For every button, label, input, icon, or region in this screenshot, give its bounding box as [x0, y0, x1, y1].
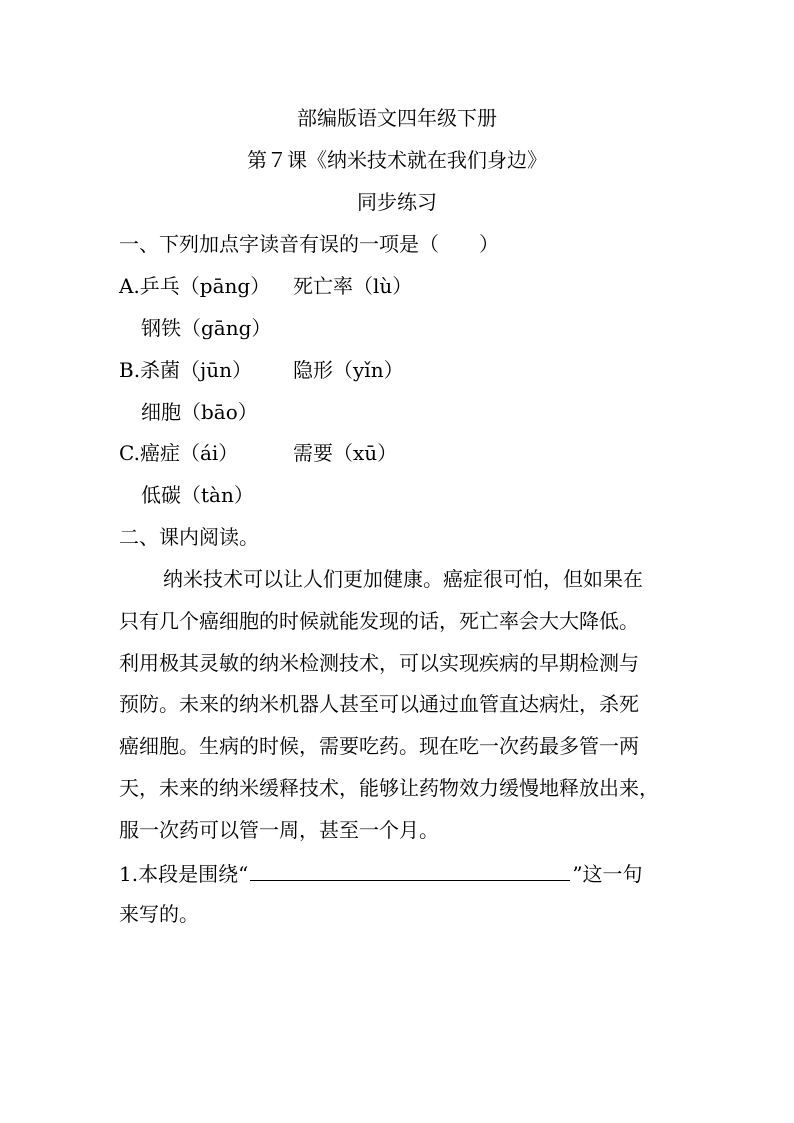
passage-line: 服一次药可以管一周，甚至一个月。: [119, 818, 439, 842]
lesson-title: 第７课《纳米技术就在我们身边》: [247, 148, 547, 172]
option-a-item-1: A.乒乓（pāng）: [119, 274, 271, 298]
question-1-prompt: 一、下列加点字读音有误的一项是（ ）: [119, 232, 499, 256]
option-a-item-2: 死亡率（lù）: [293, 274, 413, 298]
sub-question-1-continued: 来写的。: [119, 902, 199, 926]
sub-question-1: [119, 860, 643, 886]
sub-question-1-suffix: ”这一句: [572, 862, 643, 886]
passage-line: 天，未来的纳米缓释技术，能够让药物效力缓慢地释放出来，: [119, 776, 659, 800]
option-c-item-2: 需要（xū）: [293, 441, 398, 465]
answer-blank[interactable]: [250, 860, 570, 881]
passage-line: 纳米技术可以让人们更加健康。癌症很可怕，但如果在: [163, 567, 643, 591]
option-b-item-1: B.杀菌（jūn）: [119, 358, 253, 382]
option-a-item-3: 钢铁（gāng）: [141, 316, 272, 340]
passage-line: 预防。未来的纳米机器人甚至可以通过血管直达病灶，杀死: [119, 692, 639, 716]
page-title: 部编版语文四年级下册: [297, 106, 497, 130]
option-c-item-3: 低碳（tàn）: [141, 483, 254, 507]
passage-line: 癌细胞。生病的时候，需要吃药。现在吃一次药最多管一两: [119, 734, 639, 758]
passage-line: 只有几个癌细胞的时候就能发现的话，死亡率会大大降低。: [119, 609, 639, 633]
section-2-heading: 二、课内阅读。: [119, 525, 259, 549]
option-c-item-1: C.癌症（ái）: [119, 441, 239, 465]
exercise-title: 同步练习: [357, 190, 437, 214]
passage-line: 利用极其灵敏的纳米检测技术，可以实现疾病的早期检测与: [119, 651, 639, 675]
option-b-item-2: 隐形（yǐn）: [293, 358, 404, 382]
option-b-item-3: 细胞（bāo）: [141, 400, 258, 424]
sub-question-1-prefix: 1.本段是围绕“: [119, 862, 249, 886]
